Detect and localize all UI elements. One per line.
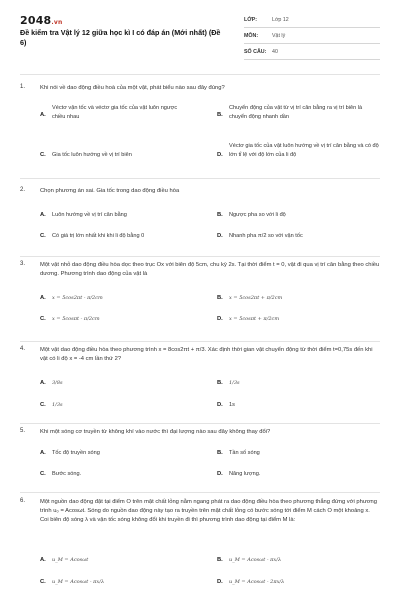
meta-row-subject <box>244 30 380 44</box>
question-stem: Một vật nhỏ dao động điều hòa dọc theo trục Ox với biên độ 5cm, chu kỳ 2s. Tại thời điểm t = 0, vật đi qua vị trí cân bằng theo chiều dương. Phương trình dao động của vật là <box>40 262 380 277</box>
option-letter: B. <box>217 112 223 118</box>
option-text: u_M = Acosωt - πx/λ <box>52 579 105 585</box>
question-2 <box>20 178 380 256</box>
option-text: Nhanh pha π/2 so với vận tốc <box>229 233 303 239</box>
option-text: Luôn hướng về vị trí cân bằng <box>52 212 127 218</box>
question-number: 1. <box>20 84 26 90</box>
option-text: Tần số sóng <box>229 450 260 456</box>
option-letter: C. <box>40 233 46 239</box>
option-letter: C. <box>40 316 46 322</box>
option-letter: C. <box>40 471 46 477</box>
option-letter: B. <box>217 450 223 456</box>
header <box>20 14 380 60</box>
option-text: Bước sóng. <box>52 471 82 477</box>
question-divider <box>20 74 380 75</box>
option-text: Có giá trị lớn nhất khi khi li độ bằng 0 <box>52 233 145 239</box>
question-divider <box>20 256 380 257</box>
meta-key: SỐ CÂU: <box>244 49 267 55</box>
option-letter: D. <box>217 579 223 585</box>
meta-row-class <box>244 14 380 28</box>
question-number: 2. <box>20 187 26 193</box>
question-number: 5. <box>20 428 26 434</box>
logo-main: 2048 <box>20 14 52 27</box>
option-letter: C. <box>40 152 46 158</box>
question-divider <box>20 423 380 424</box>
option-letter: A. <box>40 295 46 301</box>
question-6 <box>20 492 380 598</box>
option-letter: A. <box>40 450 46 456</box>
option-text: Véctơ gia tốc của vật luôn hướng về vị trí cân bằng và có độ lớn tỉ lệ với độ lớn của li độ <box>229 143 379 158</box>
question-stem: Một vật dao động điều hòa theo phương trình x = 8cos2πt + π/3. Xác định thời gian vật chuyển động từ thời điểm t=0,75s đến khi vật có li độ x = -4 cm lần thứ 2? <box>40 347 373 362</box>
question-4 <box>20 341 380 431</box>
question-stem: Khi một sóng cơ truyền từ không khí vào nước thì đại lượng nào sau đây không thay đổi? <box>40 429 271 435</box>
option-text: Ngược pha so với li độ <box>229 212 286 218</box>
option-text: Năng lượng. <box>229 471 261 477</box>
question-stem: Một nguồn dao động đặt tại điểm O trên mặt chất lỏng nằm ngang phát ra dao động điều hòa theo phương thẳng đứng với phương trình u₀ = Acosωt. Sóng do nguồn dao động này tạo ra truyền trên mặt chất lỏng có bước sóng tới điểm M cách O một khoảng x. Coi biên độ sóng λ và vận tốc sóng không đổi khi truyền đi thì phương trình dao động tại điểm M là: <box>40 499 377 523</box>
question-divider <box>20 178 380 179</box>
option-text: Chuyển động của vật từ vị trí cân bằng ra vị trí biên là chuyển động nhanh dần <box>229 105 363 120</box>
question-number: 3. <box>20 261 26 267</box>
question-number: 4. <box>20 346 26 352</box>
option-text: u_M = Acosωt - 2πx/λ <box>229 579 285 585</box>
meta-value: 40 <box>272 49 278 55</box>
option-letter: D. <box>217 471 223 477</box>
option-text: u_M = Acosωt - πx/λ <box>229 557 282 563</box>
option-text: 1s <box>229 402 235 408</box>
meta-key: LỚP: <box>244 17 258 23</box>
question-stem: Chọn phương án sai. Gia tốc trong dao động điều hòa <box>40 188 180 194</box>
option-text: x = 5cos2πt + π/2cm <box>229 295 283 301</box>
meta-panel <box>244 14 380 62</box>
question-5 <box>20 423 380 491</box>
option-letter: D. <box>217 402 223 408</box>
option-text: 3/8s <box>52 380 63 386</box>
option-letter: A. <box>40 557 46 563</box>
option-letter: A. <box>40 212 46 218</box>
question-number: 6. <box>20 498 26 504</box>
option-text: x = 5cosπt + π/2cm <box>229 316 280 322</box>
question-stem: Khi nói về dao động điều hoà của một vật, phát biểu nào sau đây đúng? <box>40 85 225 91</box>
meta-value: Vật lý <box>272 33 286 39</box>
option-text: 1/3s <box>52 402 63 408</box>
option-text: Gia tốc luôn hướng về vị trí biên <box>52 152 132 158</box>
question-1 <box>20 74 380 174</box>
meta-key: MÔN: <box>244 33 259 39</box>
option-text: 1/3s <box>229 380 240 386</box>
option-letter: C. <box>40 402 46 408</box>
option-letter: B. <box>217 295 223 301</box>
option-letter: D. <box>217 316 223 322</box>
option-letter: D. <box>217 233 223 239</box>
option-letter: A. <box>40 112 46 118</box>
option-text: Véctơ vận tốc và véctơ gia tốc của vật luôn ngược chiều nhau <box>52 105 178 120</box>
logo-suffix: .vn <box>51 19 63 26</box>
option-text: x = 5cosπt - π/2cm <box>52 316 100 322</box>
option-letter: A. <box>40 380 46 386</box>
option-letter: D. <box>217 152 223 158</box>
meta-row-count <box>244 46 380 60</box>
option-text: x = 5cos2πt - π/2cm <box>52 295 103 301</box>
document-title: Đề kiểm tra Vật lý 12 giữa học kì I có đáp án (Mới nhất) (Đề 6) <box>20 28 221 47</box>
option-letter: B. <box>217 380 223 386</box>
option-letter: B. <box>217 557 223 563</box>
question-divider <box>20 341 380 342</box>
option-letter: C. <box>40 579 46 585</box>
site-logo[interactable] <box>20 14 62 27</box>
question-divider <box>20 492 380 493</box>
option-letter: B. <box>217 212 223 218</box>
option-text: Tốc độ truyền sóng <box>52 450 100 456</box>
option-text: u_M = Acosωt <box>52 557 89 563</box>
meta-value: Lớp 12 <box>272 17 289 23</box>
question-3 <box>20 256 380 341</box>
